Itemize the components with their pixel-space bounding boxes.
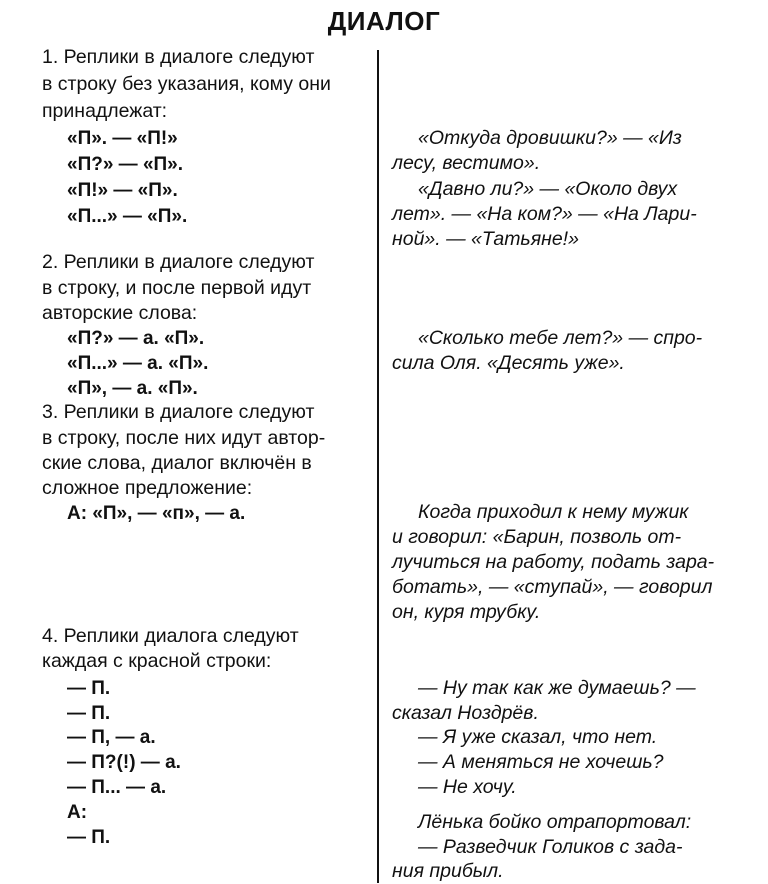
rule-line: в строку без указания, кому они (42, 73, 331, 95)
scheme-line: «П...» — а. «П». (67, 353, 209, 374)
scheme-line: «П», — а. «П». (67, 378, 198, 399)
example-line: лучиться на работу, подать зара- (392, 551, 715, 573)
example-line: «Давно ли?» — «Около двух (418, 178, 678, 200)
scheme-line: — П... — а. (67, 777, 167, 798)
rule-line: сложное предложение: (42, 477, 253, 499)
scheme-line: «П?» — а. «П». (67, 328, 205, 349)
scheme-line: — П. (67, 678, 111, 699)
example-line: «Откуда дровишки?» — «Из (418, 127, 682, 149)
example-line: «Сколько тебе лет?» — спро- (418, 327, 703, 349)
scheme-line: — П?(!) — а. (67, 752, 181, 773)
rule-line: 4. Реплики диалога следуют (42, 625, 299, 647)
rule-line: принадлежат: (42, 100, 168, 122)
scheme-line: «П!» — «П». (67, 180, 178, 201)
scheme-line: «П?» — «П». (67, 154, 184, 175)
rule-line: ские слова, диалог включён в (42, 452, 312, 474)
scheme-line: — П, — а. (67, 727, 156, 748)
scheme-line: «П». — «П!» (67, 128, 178, 149)
rule-line: авторские слова: (42, 302, 198, 324)
scheme-line: — П. (67, 827, 111, 848)
rule-line: 2. Реплики в диалоге следуют (42, 251, 315, 273)
example-line: — Я уже сказал, что нет. (418, 726, 658, 748)
example-line: ной». — «Татьяне!» (392, 228, 579, 250)
example-line: — Разведчик Голиков с зада- (418, 836, 683, 858)
example-line: лесу, вестимо». (392, 152, 541, 174)
scheme-line: А: (67, 802, 88, 823)
example-line: Лёнька бойко отрапортовал: (418, 811, 692, 833)
rule-line: в строку, и после первой идут (42, 277, 312, 299)
example-line: — А меняться не хочешь? (418, 751, 664, 773)
rule-line: каждая с красной строки: (42, 650, 272, 672)
rule-line: 1. Реплики в диалоге следуют (42, 46, 315, 68)
scheme-line: «П...» — «П». (67, 206, 188, 227)
example-line: он, куря трубку. (392, 601, 541, 623)
rule-line: 3. Реплики в диалоге следуют (42, 401, 315, 423)
example-line: сила Оля. «Десять уже». (392, 352, 625, 374)
example-line: Когда приходил к нему мужик (418, 501, 689, 523)
scheme-line: А: «П», — «п», — а. (67, 503, 246, 524)
example-line: ботать», — «ступай», — говорил (392, 576, 713, 598)
example-line: ния прибыл. (392, 860, 504, 882)
example-line: — Не хочу. (418, 776, 517, 798)
page-title: ДИАЛОГ (327, 6, 441, 36)
column-divider (377, 50, 379, 883)
example-line: и говорил: «Барин, позволь от- (392, 526, 682, 548)
scheme-line: — П. (67, 703, 111, 724)
rule-line: в строку, после них идут автор- (42, 427, 326, 449)
example-line: лет». — «На ком?» — «На Лари- (392, 203, 697, 225)
example-line: — Ну так как же думаешь? — (418, 677, 696, 699)
example-line: сказал Ноздрёв. (392, 702, 539, 724)
